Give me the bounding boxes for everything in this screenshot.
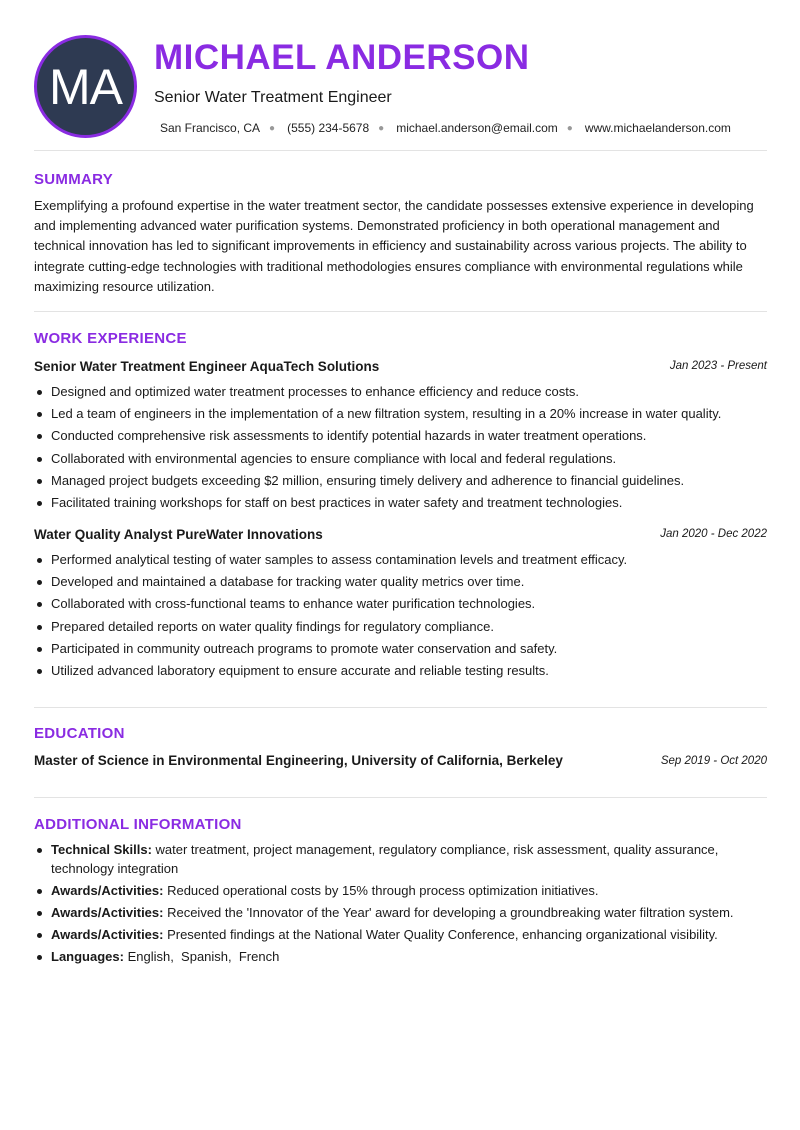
- separator-dot-icon: ●: [378, 122, 385, 134]
- summary-text: Exemplifying a profound expertise in the water treatment sector, the candidate possesses extensive experience in developing and implementing advanced water purification systems. Demonstrated proficiency in both operational management and technical innovation has led to significant improvements in efficiency and sustainability across various projects. The ability to integrate cutting-edge technologies with traditional methodologies ensures compliance with environmental regulations while maximizing resource utilization.: [34, 198, 754, 294]
- section-divider: [34, 150, 767, 151]
- section-divider: [34, 797, 767, 798]
- education-entry: [34, 753, 767, 773]
- separator-dot-icon: ●: [566, 122, 573, 134]
- contact-website[interactable]: www.michaelanderson.com: [584, 121, 731, 135]
- list-item: Collaborated with cross-functional teams to enhance water purification technologies.: [34, 593, 769, 615]
- job-title: Senior Water Treatment Engineer AquaTech Solutions: [34, 359, 380, 374]
- list-item: [34, 882, 769, 901]
- separator-dot-icon: ●: [269, 122, 276, 134]
- info-text: Presented findings at the National Water Quality Conference, enhancing organizational visibility.: [163, 926, 718, 942]
- job-bullets: [34, 381, 769, 514]
- job-dates: Jan 2023 - Present: [669, 360, 767, 372]
- list-item: Managed project budgets exceeding $2 million, ensuring timely delivery and adherence to financial guidelines.: [34, 470, 769, 492]
- job-header: [34, 359, 767, 377]
- list-item: Performed analytical testing of water samples to assess contamination levels and treatment efficacy.: [34, 549, 769, 571]
- summary-heading: SUMMARY: [34, 171, 114, 188]
- info-text: water treatment, project management, regulatory compliance, risk assessment, quality assurance, technology integration: [51, 842, 719, 876]
- job-title: Water Quality Analyst PureWater Innovations: [34, 527, 323, 542]
- info-text: Received the 'Innovator of the Year' award for developing a groundbreaking water filtration system.: [163, 904, 734, 920]
- education-degree: Master of Science in Environmental Engineering, University of California, Berkeley: [34, 753, 563, 768]
- avatar-initials: MA: [49, 58, 122, 115]
- contact-email[interactable]: michael.anderson@email.com: [396, 121, 558, 135]
- list-item: Utilized advanced laboratory equipment to ensure accurate and reliable testing results.: [34, 660, 769, 682]
- section-divider: [34, 311, 767, 312]
- education-dates: Sep 2019 - Oct 2020: [660, 755, 767, 767]
- list-item: Participated in community outreach programs to promote water conservation and safety.: [34, 638, 769, 660]
- additional-heading: ADDITIONAL INFORMATION: [34, 816, 242, 833]
- info-text: Reduced operational costs by 15% through process optimization initiatives.: [163, 882, 599, 898]
- section-divider: [34, 707, 767, 708]
- additional-list: [34, 841, 769, 970]
- info-label: Awards/Activities:: [51, 904, 164, 920]
- avatar: [34, 35, 137, 138]
- education-heading: EDUCATION: [34, 725, 125, 742]
- info-label: Awards/Activities:: [51, 882, 164, 898]
- list-item: [34, 948, 769, 967]
- info-label: Awards/Activities:: [51, 926, 164, 942]
- job-header: [34, 527, 767, 545]
- job-dates: Jan 2020 - Dec 2022: [660, 528, 767, 540]
- list-item: Prepared detailed reports on water quality findings for regulatory compliance.: [34, 616, 769, 638]
- list-item: [34, 926, 769, 945]
- contact-bar: [160, 121, 731, 135]
- info-label: Technical Skills:: [51, 842, 152, 857]
- contact-location: San Francisco, CA: [160, 121, 261, 135]
- list-item: [34, 841, 769, 878]
- list-item: Designed and optimized water treatment processes to enhance efficiency and reduce costs.: [34, 381, 769, 403]
- list-item: Facilitated training workshops for staff on best practices in water safety and treatment technologies.: [34, 492, 769, 514]
- contact-phone[interactable]: (555) 234-5678: [287, 121, 370, 135]
- job-bullets: [34, 549, 769, 682]
- info-text: English, Spanish, French: [123, 949, 280, 964]
- list-item: Conducted comprehensive risk assessments to identify potential hazards in water treatment operations.: [34, 425, 769, 447]
- list-item: Led a team of engineers in the implementation of a new filtration system, resulting in a 20% increase in water quality.: [34, 403, 769, 425]
- candidate-name: MICHAEL ANDERSON: [154, 38, 530, 77]
- experience-heading: WORK EXPERIENCE: [34, 330, 187, 347]
- info-label: Languages:: [51, 949, 124, 964]
- list-item: [34, 904, 769, 923]
- list-item: Collaborated with environmental agencies to ensure compliance with local and federal regulations.: [34, 448, 769, 470]
- candidate-role: Senior Water Treatment Engineer: [154, 89, 392, 106]
- list-item: Developed and maintained a database for tracking water quality metrics over time.: [34, 571, 769, 593]
